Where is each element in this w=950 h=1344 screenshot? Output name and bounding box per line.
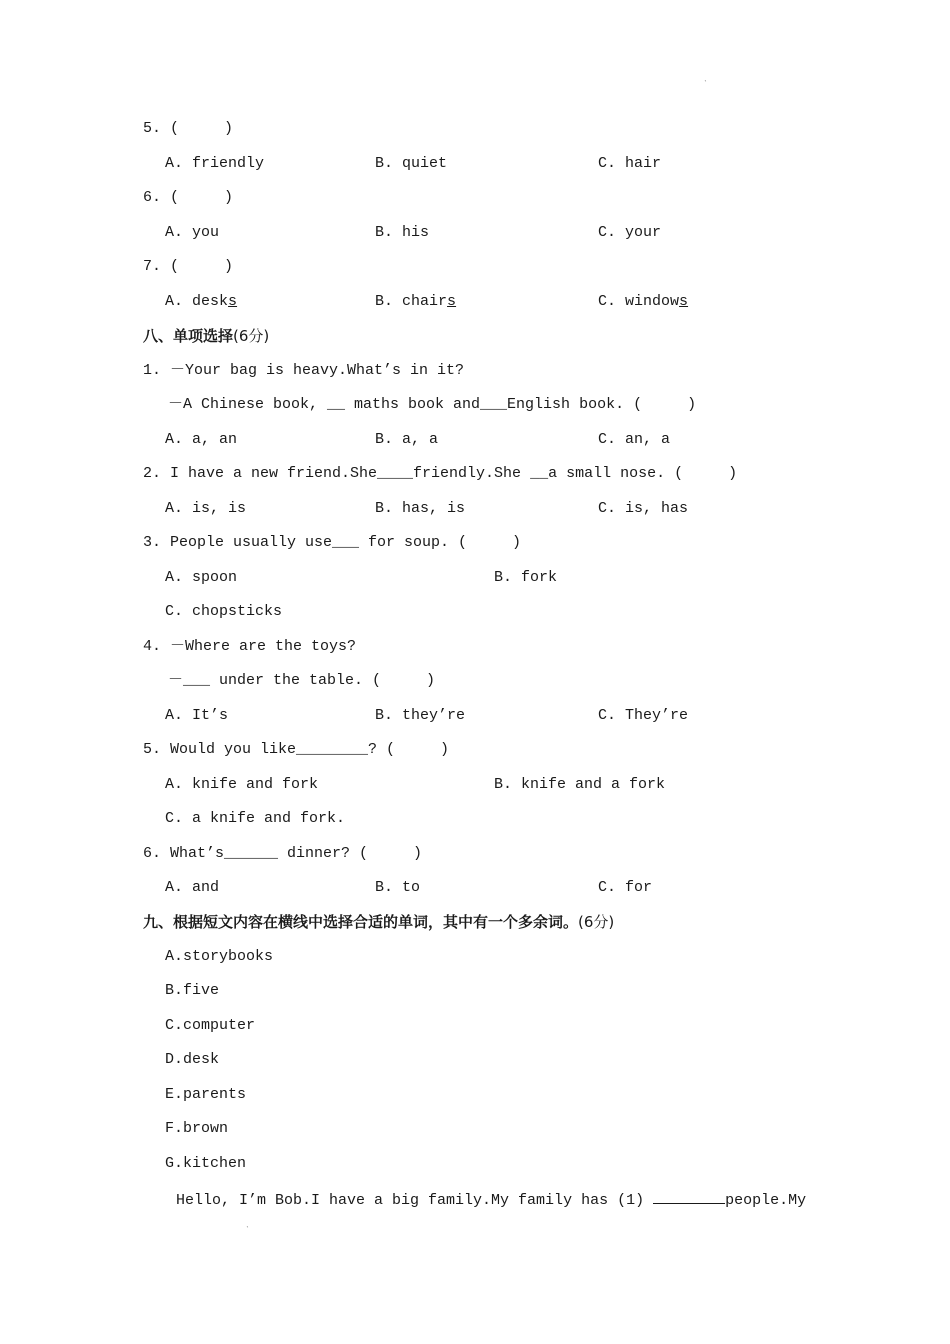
- s8-q2-option-a: A. is, is: [165, 500, 247, 517]
- answer-blank-1[interactable]: [653, 1189, 725, 1204]
- q5-option-c: C. hair: [598, 155, 662, 172]
- word-bank-item: G.kitchen: [165, 1155, 247, 1172]
- s8-q4-line2: －___ under the table. ( ): [168, 672, 436, 689]
- s8-q2-line1: 2. I have a new friend.She____friendly.She __a small nose. ( ): [143, 465, 738, 482]
- s8-q4-line1: 4. －Where are the toys?: [143, 638, 357, 655]
- word-bank-item: B.five: [165, 982, 220, 999]
- word-bank-item: F.brown: [165, 1120, 229, 1137]
- q6-option-a: A. you: [165, 224, 220, 241]
- q7-option-c: C. windows: [598, 293, 689, 310]
- s8-q4-option-b: B. they’re: [375, 707, 466, 724]
- question-6-number: 6. ( ): [143, 189, 234, 206]
- word-bank-item: A.storybooks: [165, 948, 274, 965]
- s8-q2-option-c: C. is, has: [598, 500, 689, 517]
- s8-q1-option-c: C. an, a: [598, 431, 671, 448]
- section-8-heading: 八、单项选择(6分): [143, 327, 270, 345]
- s8-q1-option-b: B. a, a: [375, 431, 439, 448]
- s8-q1-line1: 1. －Your bag is heavy.What’s in it?: [143, 362, 465, 379]
- word-bank-item: D.desk: [165, 1051, 220, 1068]
- s8-q6-option-c: C. for: [598, 879, 653, 896]
- s8-q4-option-a: A. It’s: [165, 707, 229, 724]
- s8-q6-option-a: A. and: [165, 879, 220, 896]
- s8-q5-option-b: B. knife and a fork: [494, 776, 666, 793]
- s8-q3-option-c: C. chopsticks: [165, 603, 283, 620]
- q7-option-a: A. desks: [165, 293, 238, 310]
- s8-q5-option-c: C. a knife and fork.: [165, 810, 346, 827]
- s8-q6-option-b: B. to: [375, 879, 421, 896]
- s8-q1-line2: －A Chinese book, __ maths book and___English book. ( ): [168, 396, 697, 413]
- s8-q1-option-a: A. a, an: [165, 431, 238, 448]
- s8-q3-line1: 3. People usually use___ for soup. ( ): [143, 534, 522, 551]
- s8-q4-option-c: C. They’re: [598, 707, 689, 724]
- q5-option-a: A. friendly: [165, 155, 265, 172]
- s8-q5-line1: 5. Would you like________? ( ): [143, 741, 450, 758]
- word-bank-item: C.computer: [165, 1017, 256, 1034]
- s8-q5-option-a: A. knife and fork: [165, 776, 319, 793]
- s8-q6-line1: 6. What’s______ dinner? ( ): [143, 845, 423, 862]
- passage-text: Hello, I’m Bob.I have a big family.My family has (1) people.My: [176, 1189, 806, 1210]
- q6-option-c: C. your: [598, 224, 662, 241]
- footer-mark: ˎ: [245, 1220, 250, 1229]
- q7-option-b: B. chairs: [375, 293, 457, 310]
- question-5-number: 5. ( ): [143, 120, 234, 137]
- word-bank-item: E.parents: [165, 1086, 247, 1103]
- question-7-number: 7. ( ): [143, 258, 234, 275]
- s8-q3-option-a: A. spoon: [165, 569, 238, 586]
- s8-q2-option-b: B. has, is: [375, 500, 466, 517]
- q5-option-b: B. quiet: [375, 155, 448, 172]
- q6-option-b: B. his: [375, 224, 430, 241]
- section-9-heading: 九、根据短文内容在横线中选择合适的单词，其中有一个多余词。(6分): [143, 913, 615, 931]
- header-mark: ˎ: [703, 74, 708, 83]
- s8-q3-option-b: B. fork: [494, 569, 558, 586]
